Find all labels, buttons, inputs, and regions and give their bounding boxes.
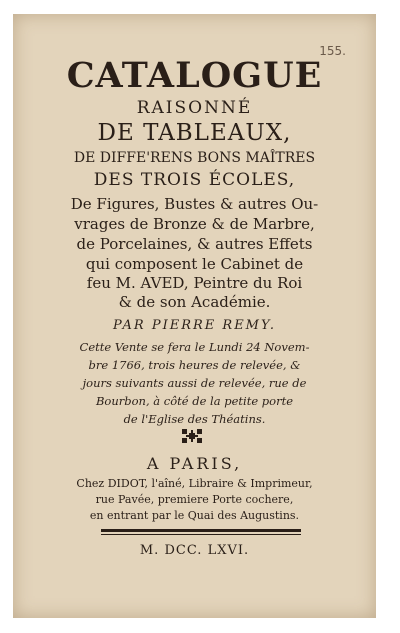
sale-notice-line: Bourbon, à côté de la petite porte [95,394,293,408]
tableaux-heading: DE TABLEAUX, [97,120,292,146]
imprint-printer-line: Chez DIDOT, l'aîné, Libraire & Imprimeur, [76,477,313,490]
description-line: qui composent le Cabinet de [85,255,304,273]
handwritten-annotation: 155. [319,44,346,58]
description-line: de Porcelaines, & autres Effets [76,235,313,253]
catalogue-title: CATALOGUE [66,55,323,96]
sale-notice-line: Cette Vente se fera le Lundi 24 Novem- [79,340,310,354]
description-line: & de son Académie. [118,293,271,311]
ecoles-heading: DES TROIS ÉCOLES, [93,170,296,190]
title-block [13,14,376,618]
raisonne-subtitle: RAISONNÉ [136,98,253,118]
maitres-heading: DE DIFFE'RENS BONS MAÎTRES [73,150,316,166]
imprint-printer-line: en entrant par le Quai des Augustins. [89,509,300,522]
imprint-printer-line: rue Pavée, premiere Porte cochere, [95,493,294,506]
sale-notice-line: jours suivants aussi de relevée, rue de [82,376,307,390]
sale-notice-line: bre 1766, trois heures de relevée, & [88,358,301,372]
publication-date: M. DCC. LXVI. [139,543,250,558]
divider-rule-thin [101,534,301,535]
fleuron-icon [181,428,203,444]
description-line: vrages de Bronze & de Marbre, [74,215,315,233]
description-line: feu M. AVED, Peintre du Roi [86,274,303,292]
author-line: PAR PIERRE REMY. [112,318,277,333]
imprint-city: A PARIS, [146,454,243,473]
sale-notice-line: de l'Eglise des Théatins. [123,412,266,426]
divider-rule-thick [101,529,301,532]
description-line: De Figures, Bustes & autres Ou- [70,195,319,213]
title-page [13,14,376,618]
